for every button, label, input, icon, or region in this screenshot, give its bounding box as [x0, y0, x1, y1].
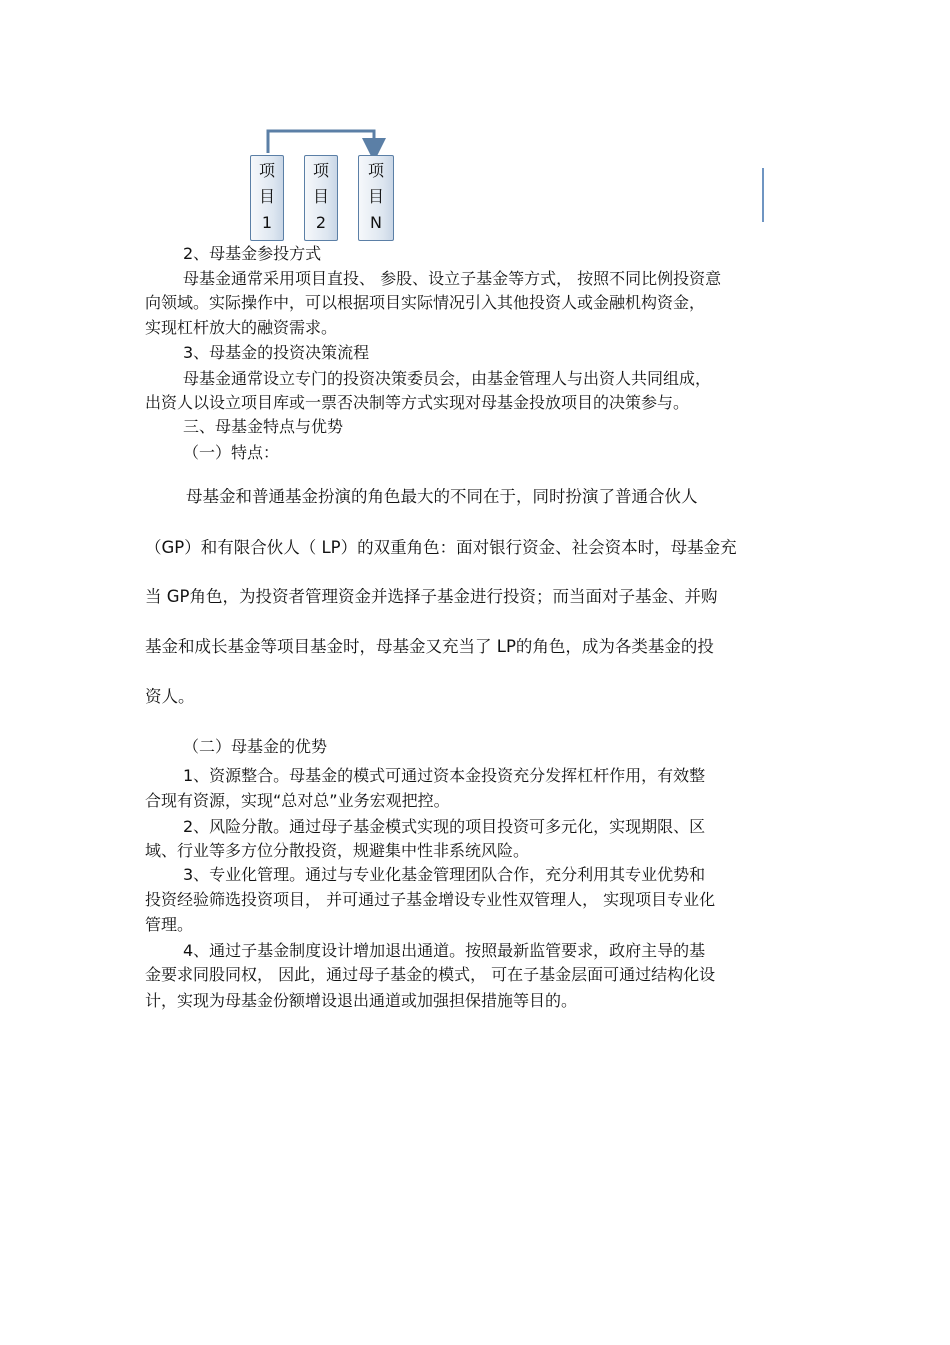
- paragraph-line: 母基金通常采用项目直投、 参股、设立子基金等方式， 按照不同比例投资意: [183, 269, 722, 288]
- connector-arrow: [0, 0, 950, 260]
- box-label: 项: [312, 161, 329, 180]
- project-box-n: [358, 155, 394, 241]
- section-heading: 2、母基金参投方式: [183, 244, 322, 263]
- paragraph-line: 合现有资源，实现“总对总”业务宏观把控。: [145, 791, 450, 810]
- vertical-divider: [762, 168, 764, 222]
- paragraph-line: 母基金和普通基金扮演的角色最大的不同在于，同时扮演了普通合伙人: [186, 487, 698, 506]
- paragraph-line: 基金和成长基金等项目基金时，母基金又充当了 LP的角色，成为各类基金的投: [145, 637, 714, 656]
- paragraph-line: 母基金通常设立专门的投资决策委员会，由基金管理人与出资人共同组成，: [183, 369, 712, 388]
- paragraph-line: 金要求同股同权， 因此，通过母子基金的模式， 可在子基金层面可通过结构化设: [145, 965, 716, 984]
- subsection-heading: （一）特点：: [183, 443, 280, 462]
- box-label: 项: [367, 161, 384, 180]
- paragraph-line: 当 GP角色，为投资者管理资金并选择子基金进行投资；而当面对子基金、并购: [145, 587, 718, 606]
- section-heading: 三、母基金特点与优势: [183, 417, 344, 436]
- box-label: 1: [261, 213, 273, 232]
- paragraph-line: 向领域。实际操作中，可以根据项目实际情况引入其他投资人或金融机构资金，: [145, 293, 706, 312]
- section-heading: 3、母基金的投资决策流程: [183, 343, 370, 362]
- paragraph-line: 计，实现为母基金份额增设退出通道或加强担保措施等目的。: [145, 991, 578, 1010]
- paragraph-line: 资人。: [145, 687, 195, 706]
- box-label: 目: [367, 187, 384, 206]
- box-label: N: [370, 213, 382, 232]
- paragraph-line: 3、专业化管理。通过与专业化基金管理团队合作，充分利用其专业优势和: [183, 865, 706, 884]
- paragraph-line: 投资经验筛选投资项目， 并可通过子基金增设专业性双管理人， 实现项目专业化: [145, 890, 716, 909]
- project-box-2: [304, 155, 338, 241]
- paragraph-line: （GP）和有限合伙人（ LP）的双重角色：面对银行资金、社会资本时，母基金充: [145, 538, 737, 557]
- paragraph-line: 域、行业等多方位分散投资，规避集中性非系统风险。: [145, 841, 530, 860]
- paragraph-line: 2、风险分散。通过母子基金模式实现的项目投资可多元化，实现期限、区: [183, 817, 706, 836]
- paragraph-line: 出资人以设立项目库或一票否决制等方式实现对母基金投放项目的决策参与。: [145, 393, 690, 412]
- box-label: 目: [258, 187, 275, 206]
- box-label: 2: [315, 213, 327, 232]
- paragraph-line: 4、通过子基金制度设计增加退出通道。按照最新监管要求，政府主导的基: [183, 941, 706, 960]
- box-label: 项: [258, 161, 275, 180]
- paragraph-line: 实现杠杆放大的融资需求。: [145, 318, 338, 337]
- paragraph-line: 管理。: [145, 915, 194, 934]
- box-label: 目: [312, 187, 329, 206]
- project-box-1: [250, 155, 284, 241]
- subsection-heading: （二）母基金的优势: [183, 737, 328, 756]
- paragraph-line: 1、资源整合。母基金的模式可通过资本金投资充分发挥杠杆作用，有效整: [183, 766, 706, 785]
